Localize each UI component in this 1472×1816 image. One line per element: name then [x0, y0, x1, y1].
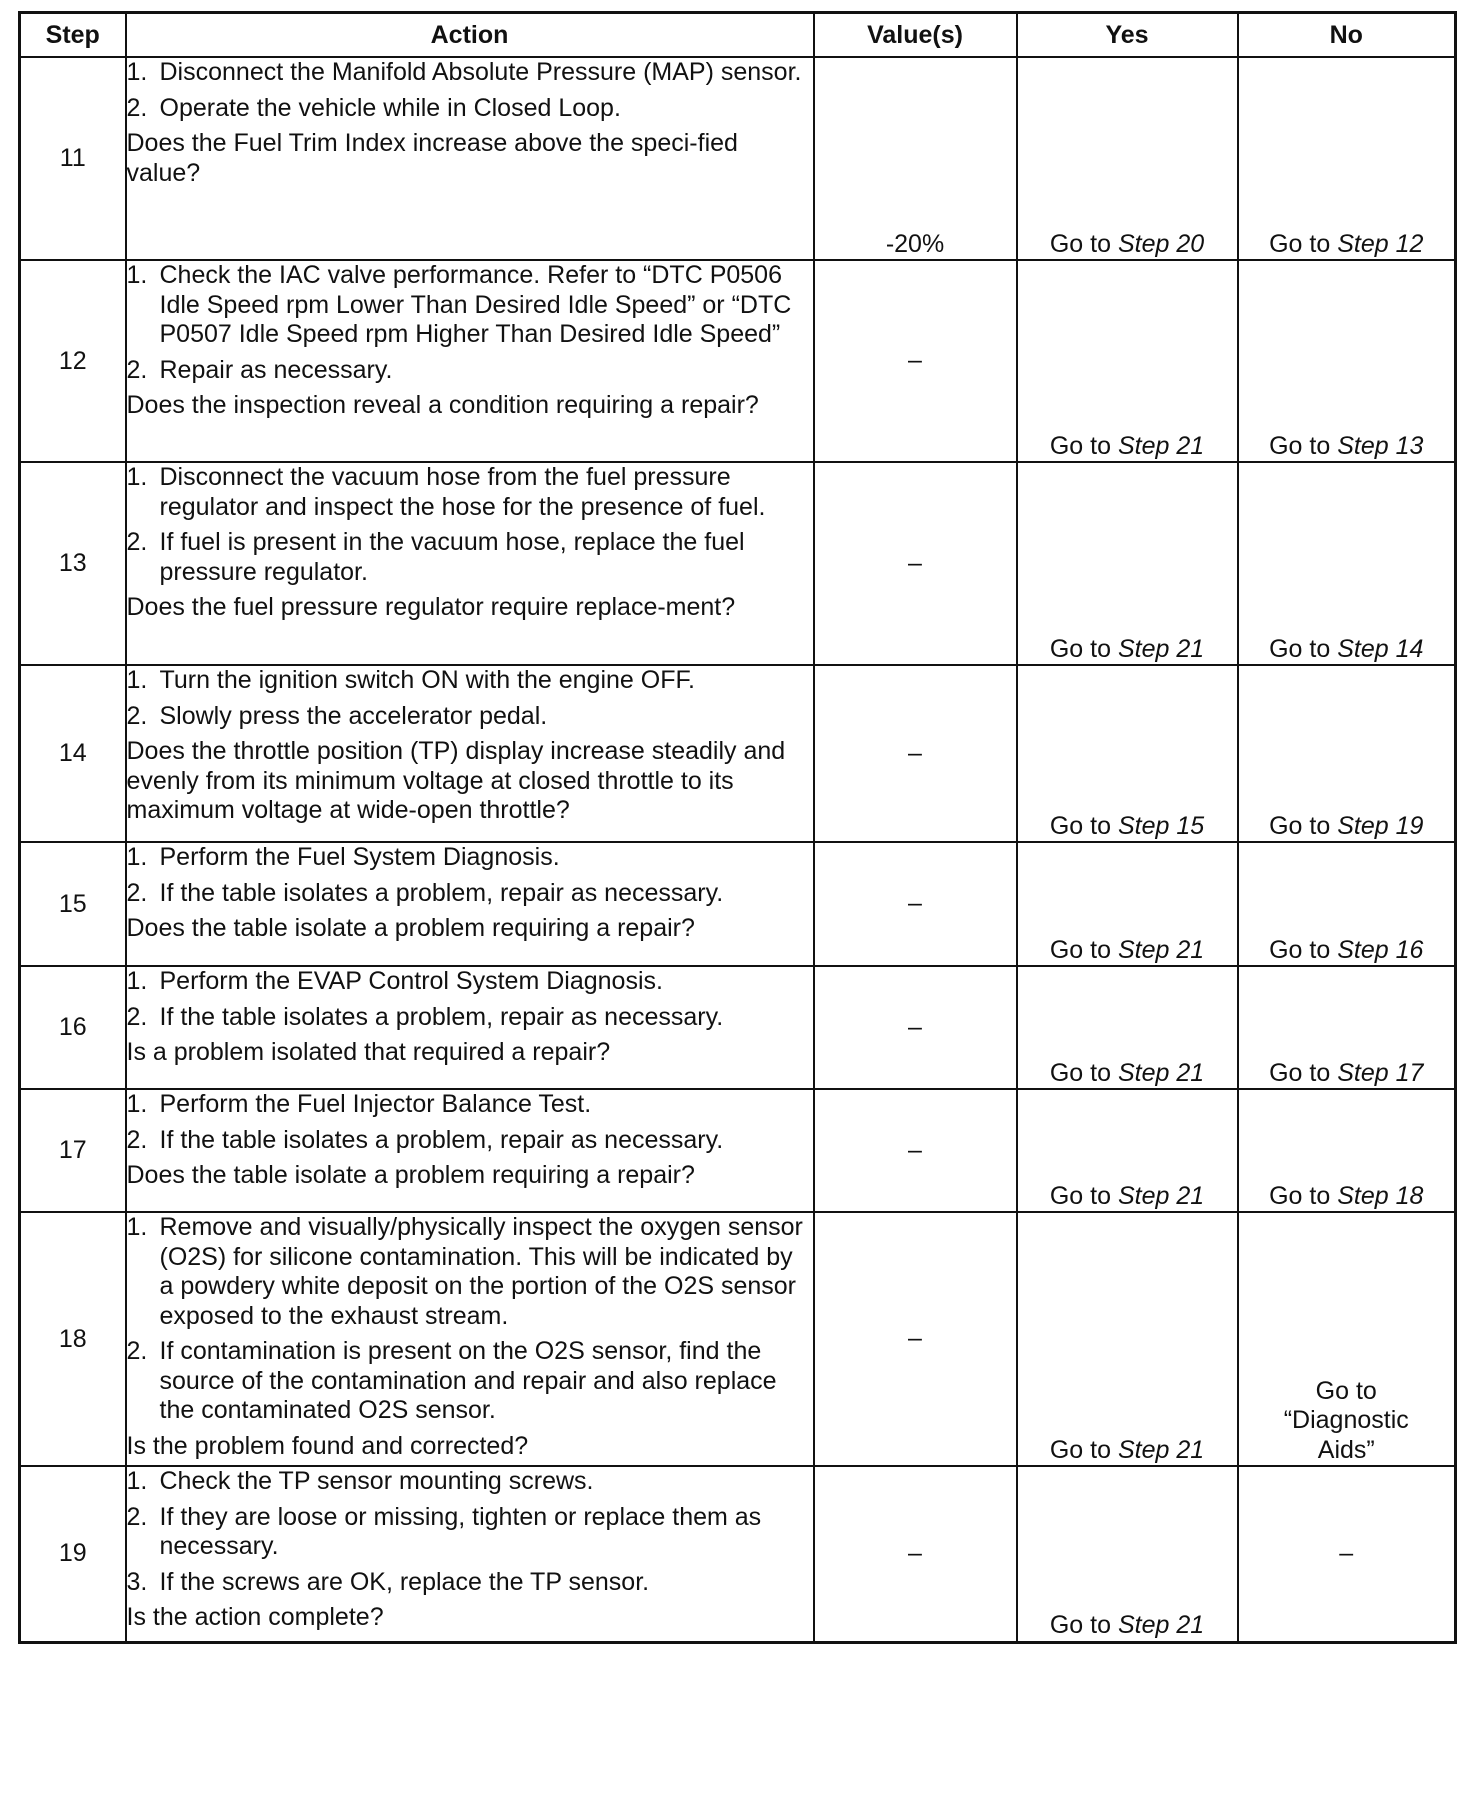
table-row — [20, 1466, 1456, 1642]
step-number: 17 — [20, 1089, 126, 1212]
step-link: Step 16 — [1337, 935, 1424, 964]
action-item: 2. If they are loose or missing, tighten or replace them as necessary. — [126, 1502, 762, 1560]
action-item: 2. If the table isolates a problem, repair as necessary. — [126, 878, 724, 907]
header-step: Step — [20, 13, 126, 58]
value-cell: – — [814, 462, 1017, 665]
action-cell — [126, 57, 814, 260]
no-cell: Go to Step 13 — [1238, 260, 1456, 462]
action-question: Does the fuel pressure regulator require replace-ment? — [126, 593, 736, 621]
action-question: Does the Fuel Trim Index increase above the speci-fied value? — [126, 129, 738, 187]
table-row — [20, 57, 1456, 260]
step-number: 19 — [20, 1466, 126, 1642]
step-number: 11 — [20, 57, 126, 260]
table-row — [20, 1212, 1456, 1466]
action-cell — [126, 1212, 814, 1466]
action-item: 2. If the table isolates a problem, repair as necessary. — [126, 1125, 724, 1154]
action-cell — [126, 842, 814, 966]
table-row — [20, 842, 1456, 966]
yes-cell: Go to Step 21 — [1017, 842, 1238, 966]
action-question: Does the table isolate a problem requiring a repair? — [126, 1161, 695, 1189]
yes-cell: Go to Step 20 — [1017, 57, 1238, 260]
action-item: 2. Slowly press the accelerator pedal. — [126, 701, 548, 730]
table-row — [20, 462, 1456, 665]
step-link: Step 15 — [1117, 811, 1205, 840]
action-item: 2. If fuel is present in the vacuum hose, replace the fuel pressure regulator. — [126, 528, 745, 586]
action-cell — [126, 966, 814, 1089]
action-item: 1. Perform the Fuel System Diagnosis. — [126, 843, 560, 871]
step-link: Step 21 — [1117, 1181, 1205, 1210]
step-number: 18 — [20, 1212, 126, 1466]
value-cell: – — [814, 665, 1017, 842]
value-cell: – — [814, 1089, 1017, 1212]
header-row — [20, 13, 1456, 58]
step-link: Step 18 — [1337, 1181, 1424, 1210]
header-no: No — [1238, 13, 1456, 58]
header-yes: Yes — [1017, 13, 1238, 58]
action-item: 3. If the screws are OK, replace the TP sensor. — [126, 1567, 650, 1596]
step-number: 14 — [20, 665, 126, 842]
no-cell: – — [1238, 1466, 1456, 1642]
value-cell: – — [814, 842, 1017, 966]
action-cell — [126, 260, 814, 462]
step-number: 13 — [20, 462, 126, 665]
yes-cell: Go to Step 21 — [1017, 462, 1238, 665]
no-cell: Go to Step 18 — [1238, 1089, 1456, 1212]
action-item: 1. Check the IAC valve performance. Refer to “DTC P0506 Idle Speed rpm Lower Than Desired Idle Speed” or “DTC P0507 Idle Speed rpm Higher Than Desired Idle Speed” — [126, 261, 792, 348]
action-item: 1. Turn the ignition switch ON with the engine OFF. — [126, 666, 695, 694]
action-question: Is the action complete? — [126, 1603, 384, 1631]
action-item: 2. If the table isolates a problem, repair as necessary. — [126, 1002, 724, 1031]
step-link: Step 14 — [1337, 634, 1424, 663]
action-cell — [126, 462, 814, 665]
action-item: 1. Disconnect the vacuum hose from the fuel pressure regulator and inspect the hose for the presence of fuel. — [126, 463, 766, 521]
header-action: Action — [126, 13, 814, 58]
table-row — [20, 966, 1456, 1089]
yes-cell: Go to Step 21 — [1017, 1089, 1238, 1212]
step-link: Step 21 — [1117, 935, 1205, 964]
action-cell — [126, 665, 814, 842]
step-number: 15 — [20, 842, 126, 966]
value-cell: -20% — [814, 57, 1017, 260]
yes-cell: Go to Step 21 — [1017, 966, 1238, 1089]
action-question: Does the inspection reveal a condition requiring a repair? — [126, 391, 759, 419]
value-cell: – — [814, 1212, 1017, 1466]
no-cell: Go to Step 14 — [1238, 462, 1456, 665]
action-cell — [126, 1466, 814, 1642]
step-link: Step 21 — [1117, 1058, 1205, 1087]
table-row — [20, 1089, 1456, 1212]
table-row — [20, 260, 1456, 462]
action-item: 2. Operate the vehicle while in Closed Loop. — [126, 93, 621, 122]
action-item: 1. Perform the Fuel Injector Balance Test. — [126, 1090, 592, 1118]
header-values: Value(s) — [814, 13, 1017, 58]
value-cell: – — [814, 966, 1017, 1089]
no-cell: Go to Step 17 — [1238, 966, 1456, 1089]
no-cell: Go to Step 12 — [1238, 57, 1456, 260]
no-cell: Go to “Diagnostic Aids” — [1238, 1212, 1456, 1466]
value-cell: – — [814, 1466, 1017, 1642]
action-cell — [126, 1089, 814, 1212]
action-item: 1. Disconnect the Manifold Absolute Pressure (MAP) sensor. — [126, 58, 802, 86]
action-question: Is a problem isolated that required a repair? — [126, 1038, 611, 1066]
action-question: Does the throttle position (TP) display increase steadily and evenly from its minimum voltage at closed throttle to its maximum voltage at wide-open throttle? — [126, 737, 786, 824]
no-cell: Go to Step 16 — [1238, 842, 1456, 966]
table-row — [20, 665, 1456, 842]
no-cell: Go to Step 19 — [1238, 665, 1456, 842]
action-item: 1. Perform the EVAP Control System Diagnosis. — [126, 967, 663, 995]
step-link: Step 20 — [1117, 229, 1205, 258]
yes-cell: Go to Step 15 — [1017, 665, 1238, 842]
action-item: 2. If contamination is present on the O2S sensor, find the source of the contamination and repair and also replace the contaminated O2S sensor. — [126, 1337, 777, 1424]
step-link: Step 21 — [1117, 634, 1205, 663]
action-item: 1. Remove and visually/physically inspect the oxygen sensor (O2S) for silicone contamination. This will be indicated by a powdery white deposit on the portion of the O2S sensor exposed to the exhaust stream. — [126, 1213, 803, 1330]
yes-cell: Go to Step 21 — [1017, 1212, 1238, 1466]
step-link: Step 21 — [1117, 1435, 1205, 1464]
yes-cell: Go to Step 21 — [1017, 1466, 1238, 1642]
action-item: 2. Repair as necessary. — [126, 355, 393, 384]
step-link: Step 13 — [1337, 431, 1424, 460]
diagnostic-table — [18, 11, 1457, 1644]
step-number: 16 — [20, 966, 126, 1089]
step-number: 12 — [20, 260, 126, 462]
action-item: 1. Check the TP sensor mounting screws. — [126, 1467, 594, 1495]
yes-cell: Go to Step 21 — [1017, 260, 1238, 462]
step-link: Step 21 — [1117, 431, 1205, 460]
action-question: Is the problem found and corrected? — [126, 1431, 529, 1460]
step-link: Step 21 — [1117, 1611, 1205, 1639]
step-link: Step 17 — [1337, 1058, 1424, 1087]
step-link: Step 12 — [1337, 229, 1424, 258]
value-cell: – — [814, 260, 1017, 462]
action-question: Does the table isolate a problem requiring a repair? — [126, 914, 695, 942]
step-link: Step 19 — [1337, 811, 1424, 840]
